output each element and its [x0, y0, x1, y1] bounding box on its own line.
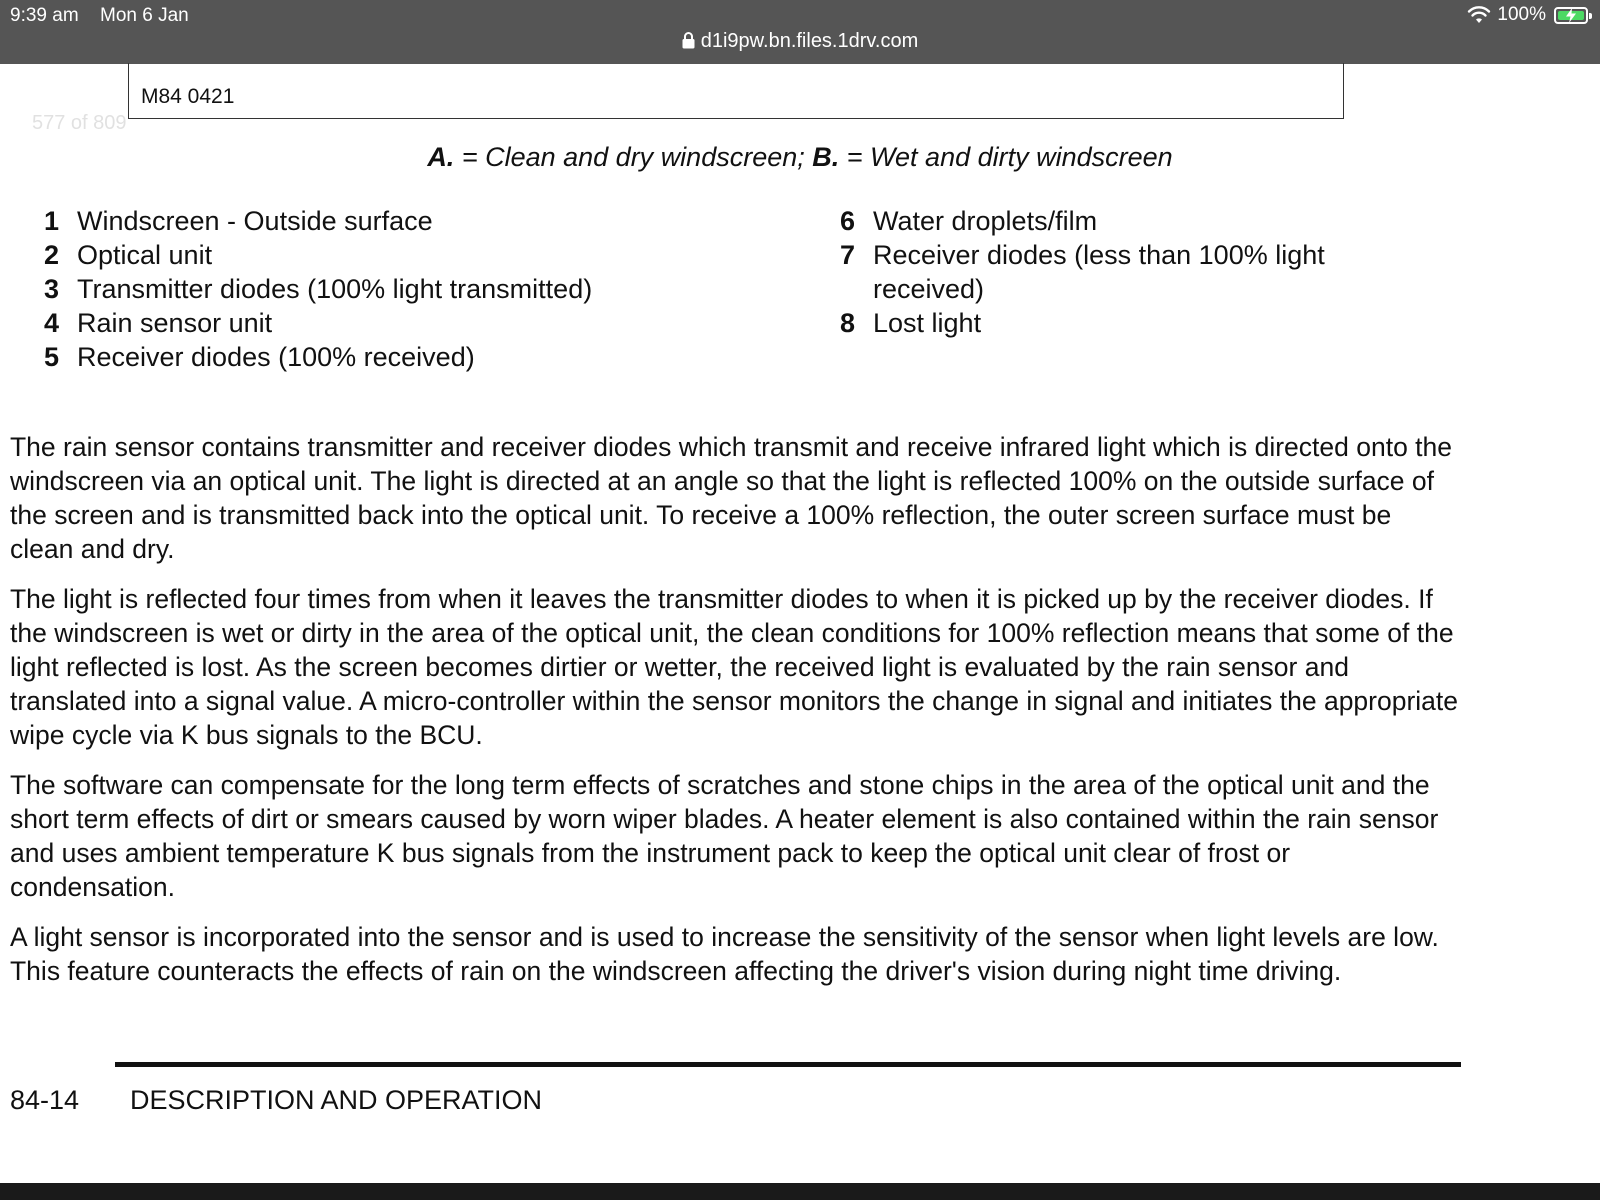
- footer-section-title: DESCRIPTION AND OPERATION: [130, 1085, 543, 1115]
- url-text: d1i9pw.bn.files.1drv.com: [700, 30, 919, 52]
- status-indicators: [1467, 4, 1588, 26]
- legend-text: Water droplets/film: [873, 206, 1098, 236]
- address-bar[interactable]: [0, 30, 1600, 53]
- legend-number: 5: [44, 342, 60, 372]
- caption-a-label: A.: [427, 142, 455, 172]
- lock-icon: [682, 32, 695, 49]
- legend-number: 4: [44, 308, 60, 338]
- legend-right-column: [840, 204, 1440, 340]
- legend-text: Optical unit: [77, 240, 213, 270]
- legend-item: [840, 204, 1440, 238]
- legend-text: Transmitter diodes (100% light transmitted): [77, 274, 593, 304]
- legend-item: [44, 272, 784, 306]
- battery-tip: [1589, 13, 1592, 19]
- legend-item: [44, 340, 784, 374]
- paragraph: A light sensor is incorporated into the sensor and is used to increase the sensitivity of the sensor when light levels are low. This feature counteracts the effects of rain on the windscreen affecting the driver's vision during night time driving.: [10, 922, 1439, 986]
- legend-number: 1: [44, 206, 60, 236]
- browser-top-bar: [0, 0, 1600, 64]
- battery-icon: [1554, 7, 1588, 24]
- paragraph: The light is reflected four times from when it leaves the transmitter diodes to when it is picked up by the receiver diodes. If the windscreen is wet or dirty in the area of the optical unit, the clean conditions for 100% reflection means that some of the light reflected is lost. As the screen becomes dirtier or wetter, the received light is evaluated by the rain sensor and translated into a signal value. A micro-controller within the sensor monitors the change in signal and initiates the appropriate wipe cycle via K bus signals to the BCU.: [10, 584, 1459, 750]
- caption-b-label: B.: [812, 142, 840, 172]
- status-time: 9:39 am: [10, 5, 79, 26]
- legend-number: 8: [840, 308, 856, 338]
- wifi-icon: [1467, 6, 1491, 24]
- legend-left-column: [44, 204, 784, 374]
- legend-number: 2: [44, 240, 60, 270]
- status-date: Mon 6 Jan: [100, 5, 189, 26]
- footer-page-number: 84-14: [10, 1085, 80, 1115]
- legend-text: Receiver diodes (less than 100% light received): [873, 240, 1325, 304]
- caption-b-text: = Wet and dirty windscreen: [839, 142, 1173, 172]
- battery-percent: 100%: [1497, 4, 1546, 25]
- legend-item: [840, 306, 1440, 340]
- legend-number: 6: [840, 206, 856, 236]
- legend-number: 7: [840, 240, 856, 270]
- legend-item: [840, 238, 1440, 306]
- charging-bolt-icon: [1565, 8, 1577, 23]
- legend-item: [44, 238, 784, 272]
- legend-text: Lost light: [873, 308, 982, 338]
- legend-item: [44, 204, 784, 238]
- legend-text: Receiver diodes (100% received): [77, 342, 475, 372]
- legend-item: [44, 306, 784, 340]
- page-indicator: 577 of 809: [32, 112, 127, 134]
- legend-text: Rain sensor unit: [77, 308, 273, 338]
- figure-caption: [0, 142, 1600, 173]
- figure-reference: M84 0421: [141, 85, 235, 108]
- paragraph: The rain sensor contains transmitter and receiver diodes which transmit and receive infrared light which is directed onto the windscreen via an optical unit. The light is directed at an angle so that the light is reflected 100% on the outside surface of the screen and is transmitted back into the optical unit. To receive a 100% reflection, the outer screen surface must be clean and dry.: [10, 432, 1453, 564]
- legend-text: Windscreen - Outside surface: [77, 206, 433, 236]
- body-text: [10, 430, 1460, 1004]
- caption-a-text: = Clean and dry windscreen;: [454, 142, 813, 172]
- footer-rule: [115, 1062, 1461, 1067]
- figure-frame: [128, 63, 1344, 119]
- bottom-toolbar: [0, 1183, 1600, 1200]
- legend-number: 3: [44, 274, 60, 304]
- paragraph: The software can compensate for the long term effects of scratches and stone chips in the area of the optical unit and the short term effects of dirt or smears caused by worn wiper blades. A heater element is also contained within the rain sensor and uses ambient temperature K bus signals from the instrument pack to keep the optical unit clear of frost or condensation.: [10, 770, 1439, 902]
